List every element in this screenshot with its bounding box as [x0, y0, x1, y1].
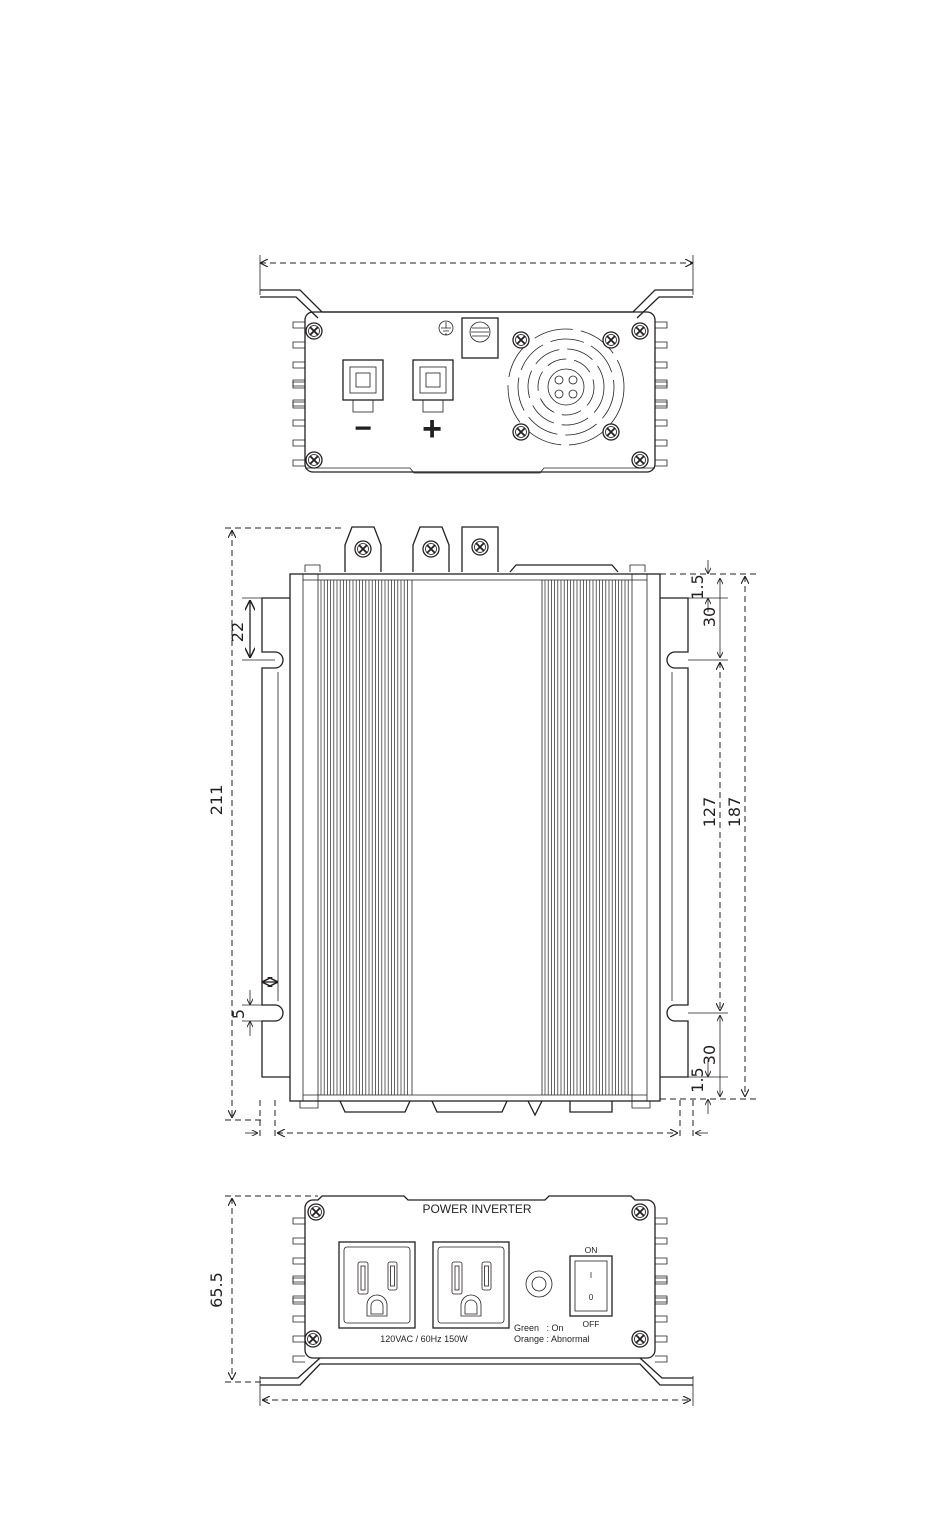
switch-mark-on: I [589, 1271, 593, 1280]
heatsink-fins-right [545, 580, 628, 1095]
dim-30-bottom: 30 [700, 1044, 719, 1066]
screw-icon [423, 541, 439, 557]
rocker-switch-icon [570, 1256, 612, 1316]
screw-icon [603, 424, 619, 440]
dim-30-top: 30 [700, 606, 719, 628]
front-panel-view [207, 1196, 693, 1406]
led-icon [526, 1271, 552, 1297]
outlet-icon [339, 1242, 415, 1328]
switch-on-label: ON [584, 1245, 598, 1255]
screw-icon [306, 452, 322, 468]
negative-terminal [343, 360, 383, 412]
rating-label: 120VAC / 60Hz 150W [380, 1334, 468, 1344]
positive-terminal [413, 360, 453, 412]
screw-icon [632, 1204, 648, 1220]
screw-icon [513, 332, 529, 348]
heatsink-fins-left [321, 580, 407, 1095]
screw-icon [308, 1204, 324, 1220]
rear-panel-view [260, 255, 693, 473]
positive-symbol: + [422, 410, 442, 448]
screw-icon [603, 332, 619, 348]
dim-127: 127 [700, 796, 719, 828]
dim-65-5: 65.5 [207, 1272, 226, 1308]
screw-icon [632, 1331, 648, 1347]
led-green-label: Green : On [514, 1323, 564, 1333]
switch-off-label: OFF [582, 1319, 600, 1329]
screw-icon [472, 539, 488, 555]
dim-1-5-top: 1.5 [688, 574, 707, 600]
screw-icon [513, 424, 529, 440]
dim-187: 187 [725, 796, 744, 828]
dim-211: 211 [207, 784, 226, 816]
screw-icon [306, 323, 322, 339]
ground-icon [439, 321, 453, 335]
screw-icon [632, 323, 648, 339]
front-title: POWER INVERTER [422, 1202, 532, 1216]
dim-5: 5 [229, 1008, 248, 1020]
screw-icon [632, 452, 648, 468]
switch-mark-off: 0 [588, 1293, 594, 1302]
dim-22: 22 [228, 621, 247, 643]
top-view [207, 527, 760, 1140]
screw-icon [305, 1331, 321, 1347]
dim-1-5-bottom: 1.5 [688, 1067, 707, 1093]
led-orange-label: Orange : Abnormal [514, 1334, 590, 1344]
negative-symbol: − [354, 412, 372, 445]
screw-icon [355, 541, 371, 557]
outlet-icon [433, 1242, 509, 1328]
